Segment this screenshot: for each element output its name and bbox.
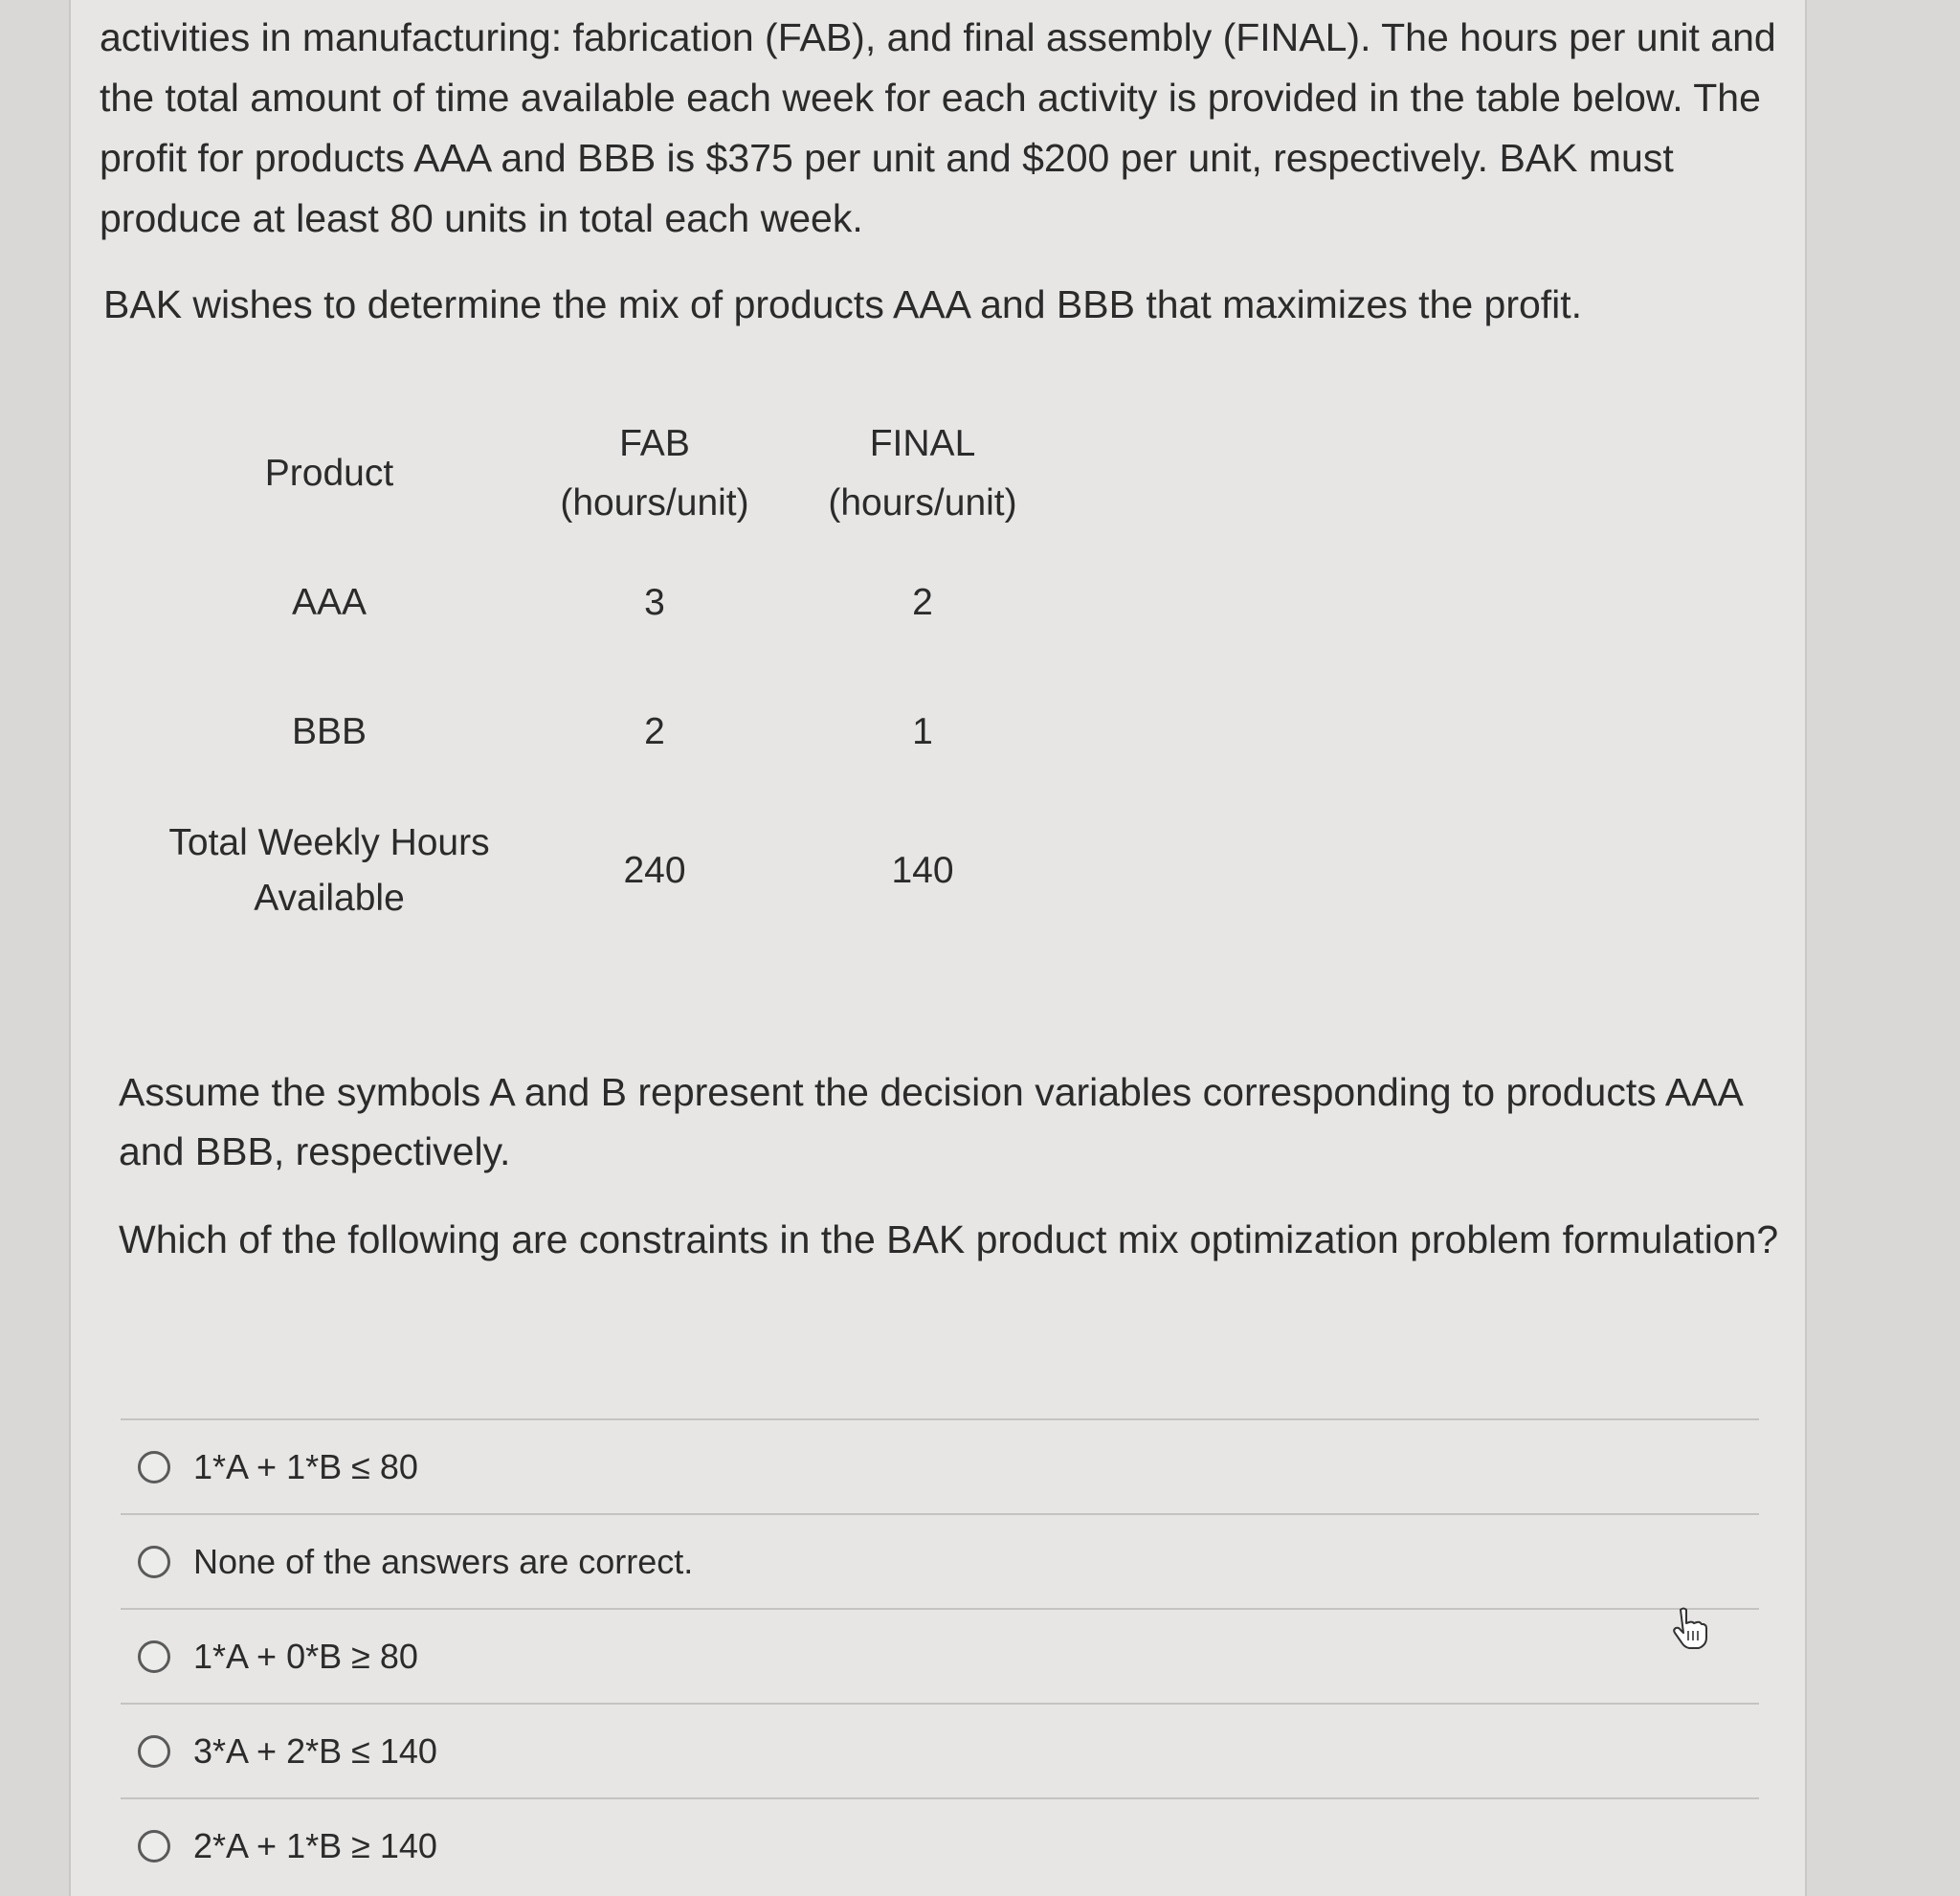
answer-options bbox=[121, 1418, 1759, 1892]
radio-button[interactable] bbox=[138, 1830, 170, 1863]
cell-fab: 2 bbox=[644, 711, 665, 752]
hours-table bbox=[138, 412, 1057, 948]
header-final: FINAL (hours/unit) bbox=[828, 423, 1017, 524]
answer-option[interactable] bbox=[121, 1418, 1759, 1513]
cell-final: 2 bbox=[912, 582, 933, 623]
table-header-row bbox=[138, 412, 1057, 536]
radio-button[interactable] bbox=[138, 1451, 170, 1483]
question-intro-text: activities in manufacturing: fabrication (FAB), and final assembly (FINAL). The hours per unit and the total amount of time available each week for each activity is provided in the table below. The profit for products AAA and BBB is $375 per unit and $200 per unit, respectively. BAK must produce at least 80 units in total each week. bbox=[100, 15, 1776, 240]
answer-option[interactable] bbox=[121, 1608, 1759, 1703]
cell-product: AAA bbox=[291, 582, 368, 623]
answer-option[interactable] bbox=[121, 1513, 1759, 1608]
radio-button[interactable] bbox=[138, 1546, 170, 1578]
option-label: 2*A + 1*B ≥ 140 bbox=[193, 1825, 437, 1865]
cell-total-fab: 240 bbox=[623, 850, 686, 891]
hand-pointer-icon bbox=[1669, 1606, 1707, 1650]
answer-option[interactable] bbox=[121, 1703, 1759, 1797]
cell-product: BBB bbox=[291, 711, 368, 752]
option-label: 1*A + 1*B ≤ 80 bbox=[193, 1446, 418, 1486]
header-product: Product bbox=[264, 453, 394, 494]
answer-option[interactable] bbox=[121, 1797, 1759, 1892]
option-label: None of the answers are correct. bbox=[193, 1541, 694, 1581]
cell-total-label: Total Weekly Hours Available bbox=[168, 822, 490, 919]
option-label: 1*A + 0*B ≥ 80 bbox=[193, 1636, 418, 1676]
table-total-row bbox=[138, 794, 1057, 948]
question-panel bbox=[69, 0, 1807, 1896]
table-row bbox=[138, 670, 1057, 794]
question-goal-text: BAK wishes to determine the mix of products AAA and BBB that maximizes the profit. bbox=[103, 282, 1583, 326]
cell-fab: 3 bbox=[644, 582, 665, 623]
radio-button[interactable] bbox=[138, 1735, 170, 1768]
radio-button[interactable] bbox=[138, 1640, 170, 1673]
cell-total-final: 140 bbox=[891, 850, 954, 891]
assumption-text: Assume the symbols A and B represent the decision variables corresponding to products AAA and BBB, respectively. bbox=[119, 1070, 1742, 1173]
option-label: 3*A + 2*B ≤ 140 bbox=[193, 1730, 437, 1771]
cell-final: 1 bbox=[912, 711, 933, 752]
prompt-text: Which of the following are constraints in the BAK product mix optimization problem formulation? bbox=[119, 1217, 1779, 1261]
header-fab: FAB (hours/unit) bbox=[560, 423, 749, 524]
table-row bbox=[138, 536, 1057, 670]
